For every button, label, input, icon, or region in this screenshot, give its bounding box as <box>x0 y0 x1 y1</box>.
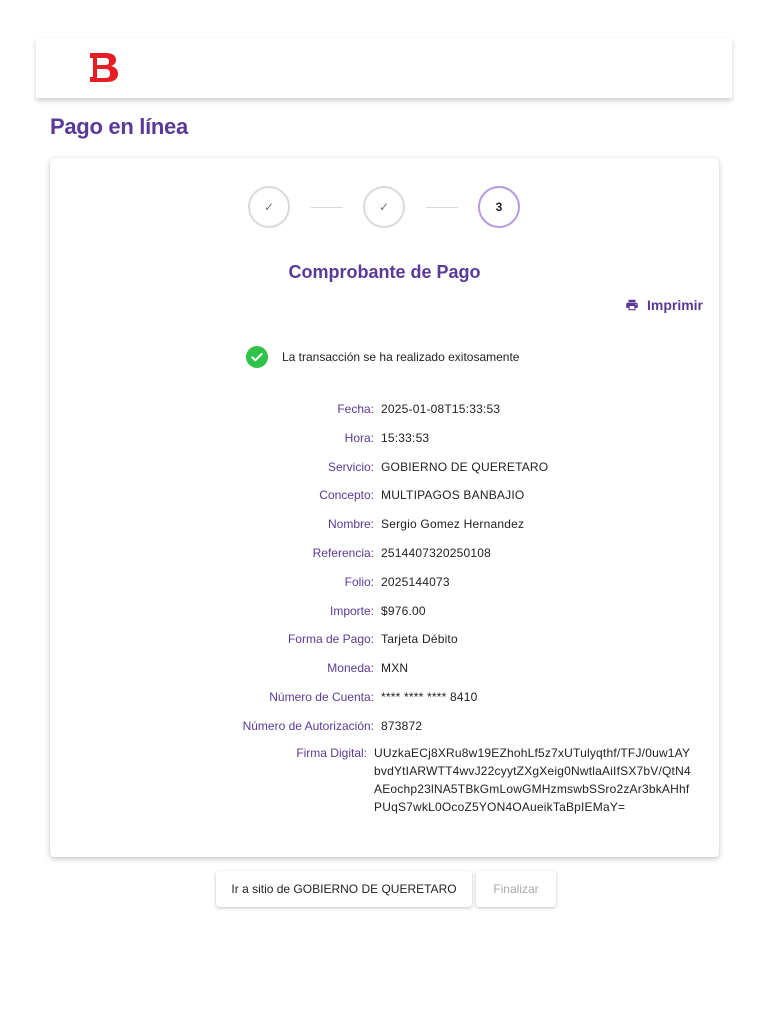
receipt-card <box>50 158 719 857</box>
detail-label: Número de Cuenta: <box>269 690 374 704</box>
detail-row-numero-de-cuenta <box>50 686 719 708</box>
detail-value: MXN <box>381 661 409 676</box>
success-message <box>246 346 519 368</box>
detail-value: Sergio Gomez Hernandez <box>381 517 525 532</box>
success-check-icon <box>246 346 268 368</box>
receipt-title: Comprobante de Pago <box>288 262 481 282</box>
detail-label: Servicio: <box>327 459 374 474</box>
detail-value: 2514407320250108 <box>381 546 491 560</box>
detail-value: MULTIPAGOS BANBAJIO <box>381 488 525 503</box>
detail-label: Forma de Pago: <box>287 632 374 647</box>
detail-value: 2025-01-08T15:33:53 <box>381 402 501 416</box>
detail-label: Fecha: <box>337 402 374 416</box>
printer-icon <box>625 298 639 312</box>
print-button[interactable] <box>625 297 703 313</box>
finish-button: Finalizar <box>476 871 556 907</box>
print-label: Imprimir <box>646 297 703 313</box>
detail-label: Firma Digital: <box>296 746 367 760</box>
detail-label: Moneda: <box>327 661 374 676</box>
detail-value: Tarjeta Débito <box>381 632 458 647</box>
detail-row-nombre <box>50 513 719 535</box>
detail-row-numero-de-autorizacion <box>50 715 719 737</box>
detail-row-referencia <box>50 542 719 564</box>
detail-value: **** **** **** 8410 <box>381 690 478 704</box>
detail-row-folio <box>50 571 719 593</box>
detail-row-concepto <box>50 484 719 506</box>
detail-label: Importe: <box>329 603 374 618</box>
digital-signature-value: UUzkaECj8XRu8w19EZhohLf5z7xUTulyqthf/TFJ/0uw1AYbvdYtIARWTT4wvJ22cyytZXgXeig0NwtlaAiIfSX7bV/QtN4AEochp23lNA5TBkGmLowGMHzmswbSSro2zAr3bkAHhfPUqS7wkL0OcoZ5YON4OAueikTaBpIEMaY= <box>374 746 691 814</box>
detail-value: GOBIERNO DE QUERETARO <box>381 459 549 474</box>
detail-label: Hora: <box>344 430 374 445</box>
detail-row-servicio <box>50 456 719 478</box>
detail-label: Folio: <box>344 574 374 589</box>
step-1-done-check-icon: ✓ <box>248 186 290 228</box>
page-title: Pago en línea <box>50 114 188 139</box>
success-text: La transacción se ha realizado exitosamente <box>282 350 520 364</box>
bank-logo-icon[interactable] <box>86 51 122 83</box>
detail-label: Nombre: <box>327 517 374 532</box>
stepper <box>248 186 522 230</box>
detail-label: Número de Autorización: <box>242 718 374 733</box>
detail-label: Referencia: <box>312 546 374 560</box>
detail-row-fecha <box>50 398 719 420</box>
detail-row-firma-digital <box>50 742 719 816</box>
step-2-done-check-icon: ✓ <box>363 186 405 228</box>
step-3-active: 3 <box>478 186 520 228</box>
top-bar <box>36 38 732 98</box>
detail-row-forma-de-pago <box>50 628 719 650</box>
detail-row-hora <box>50 427 719 449</box>
detail-row-moneda <box>50 657 719 679</box>
footer-actions <box>216 871 556 907</box>
detail-value: $976.00 <box>381 603 426 618</box>
detail-value: 2025144073 <box>381 574 450 589</box>
detail-value: 873872 <box>381 718 423 733</box>
step-connector <box>426 207 458 208</box>
detail-value: 15:33:53 <box>381 430 430 445</box>
detail-row-importe <box>50 600 719 622</box>
go-to-site-button[interactable]: Ir a sitio de GOBIERNO DE QUERETARO <box>216 871 472 907</box>
step-connector <box>311 207 343 208</box>
detail-label: Concepto: <box>319 488 374 503</box>
